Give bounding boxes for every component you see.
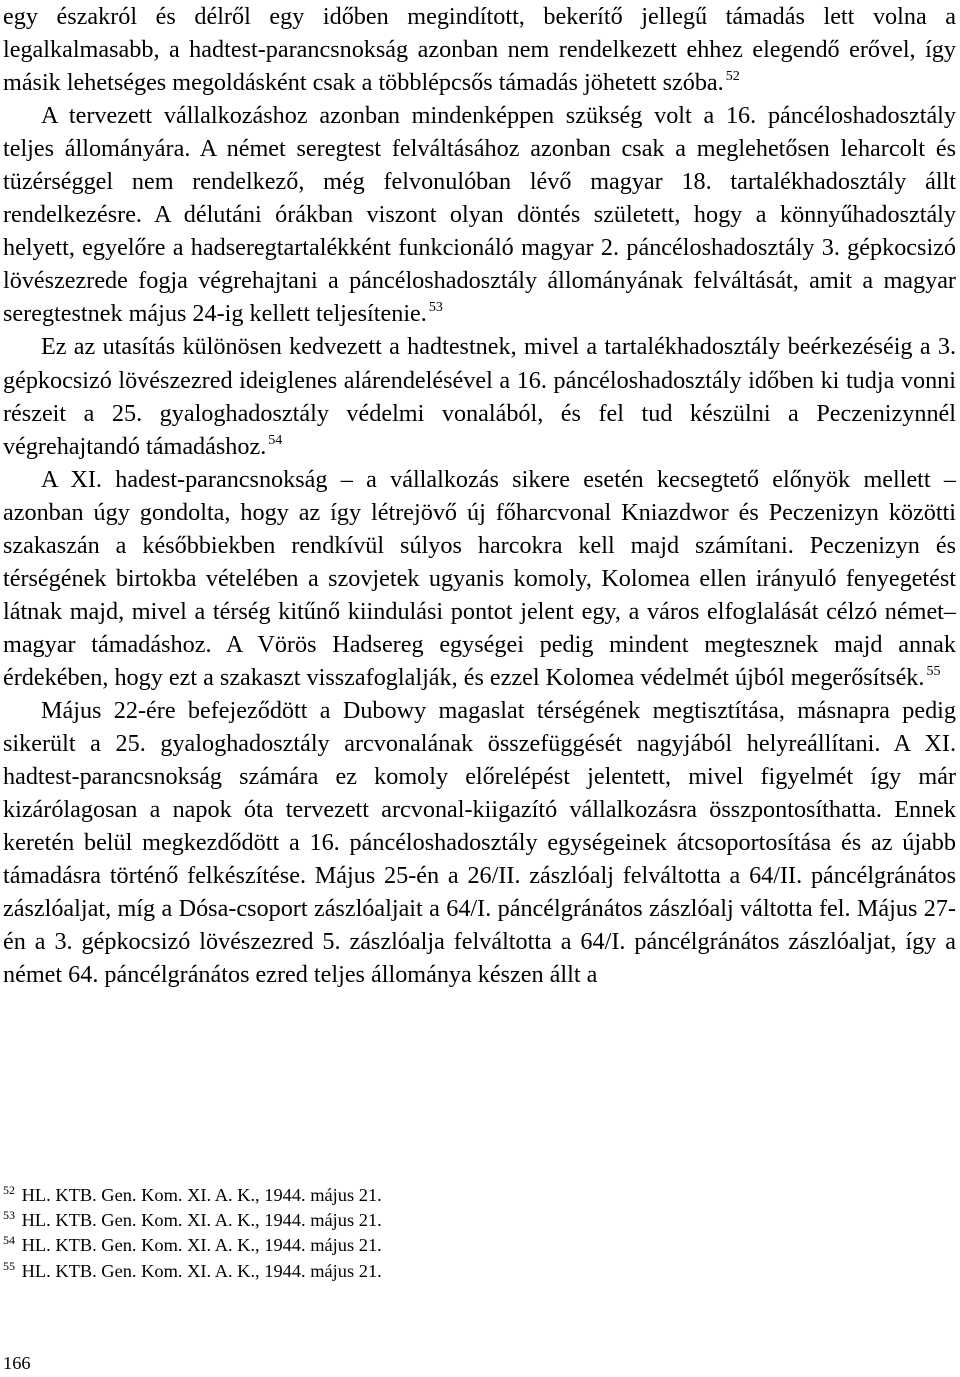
paragraph-2: [3, 99, 956, 330]
footnote: [3, 1183, 903, 1208]
footnote-number: 54: [3, 1233, 15, 1248]
footnote-number: 52: [3, 1183, 15, 1197]
paragraph-1: [3, 0, 956, 99]
body-text: [3, 0, 956, 991]
footnote-text: HL. KTB. Gen. Kom. XI. A. K., 1944. május 21.: [21, 1185, 382, 1205]
paragraph-text: egy északról és délről egy időben megindított, bekerítő jellegű támadás lett volna a legalkalmasabb, a hadtest-parancsnokság azonban nem rendelkezett ehhez elegendő erővel, így másik lehetséges megoldásként csak a többlépcsős támadás jöhetett szóba.: [3, 3, 956, 97]
paragraph-5: [3, 694, 956, 991]
paragraph-text: A tervezett vállalkozáshoz azonban mindenképpen szükség volt a 16. páncéloshadosztály teljes állományára. A német seregtest felváltásához azonban csak a meglehetősen leharcolt és tüzérséggel nem rendelkező, még felvonulóban lévő magyar 18. tartalékhadosztály állt rendelkezésre. A délutáni órákban viszont olyan döntés született, hogy a könnyűhadosztály helyett, egyelőre a hadseregtartalékként funkcionáló magyar 2. páncéloshadosztály 3. gépkocsizó lövészezrede fogja végrehajtani a páncéloshadosztály állományának felváltását, amit a magyar seregtestnek május 24-ig kellett teljesítenie.: [3, 102, 956, 328]
footnote: [3, 1233, 903, 1258]
footnote-number: 53: [3, 1208, 15, 1223]
paragraph-text: Május 22-ére befejeződött a Dubowy magaslat térségének megtisztítása, másnapra pedig sikerült a 25. gyaloghadosztály arcvonalának összefüggését nagyjából helyreállítani. A XI. hadtest-parancsnokság számára ez komoly előrelépést jelentett, mivel figyelmét így már kizárólagosan a napok óta tervezett arcvonal-kiigazító vállalkozásra összpontosíthatta. Ennek keretén belül megkezdődött a 16. páncéloshadosztály egységeinek átcsoportosítása és az újabb támadásra történő felkészítése. Május 25-én a 26/II. zászlóalj felváltotta a 64/II. páncélgránátos zászlóaljat, míg a Dósa-csoport zászlóaljait a 64/I. páncélgránátos zászlóalj váltotta fel. Május 27-én a 3. gépkocsizó lövészezred 5. zászlóalja felváltotta a 64/I. páncélgránátos zászlóaljat, így a német 64. páncélgránátos ezred teljes állománya készen állt a: [3, 696, 956, 989]
footnote-text: HL. KTB. Gen. Kom. XI. A. K., 1944. május 21.: [21, 1260, 382, 1281]
footnote-number: 55: [3, 1258, 15, 1273]
footnote: [3, 1208, 903, 1233]
paragraph-text: A XI. hadest-parancsnokság – a vállalkozás sikere esetén kecsegtető előnyök mellett – azonban úgy gondolta, hogy az így létrejövő új főharcvonal Kniazdwor és Peczenizyn közötti szakaszán a későbbiekben rendkívül súlyos harcokra kell majd számítani. Peczenizyn és térségének birtokba vételében a szovjetek ugyanis komoly, Kolomea ellen irányuló fenyegetést látnak majd, mivel a térség kitűnő kiindulási pontot jelent egy, a város elfoglalását célzó német–magyar támadáshoz. A Vörös Hadsereg egységei pedig mindent megtesznek majd annak érdekében, hogy ezt a szakaszt visszafoglalják, és ezzel Kolomea védelmét újból megerősítsék.: [3, 465, 956, 691]
page-number: 166: [3, 1353, 31, 1373]
footnote-text: HL. KTB. Gen. Kom. XI. A. K., 1944. május 21.: [21, 1235, 382, 1256]
paragraph-3: [3, 330, 956, 462]
paragraph-4: [3, 463, 956, 694]
footnote-reference: 53: [428, 300, 443, 316]
footnote-text: HL. KTB. Gen. Kom. XI. A. K., 1944. május 21.: [21, 1210, 382, 1231]
footnote-reference: 54: [268, 432, 283, 448]
footnote: [3, 1259, 903, 1284]
paragraph-text: Ez az utasítás különösen kedvezett a hadtestnek, mivel a tartalékhadosztály beérkezéséig a 3. gépkocsizó lövészezred ideiglenes alárendelésével a 16. páncéloshadosztály időben ki tudja vonni részeit a 25. gyaloghadosztály védelmi vonalából, és fel tud készülni a Peczenizynnél végrehajtandó támadáshoz.: [3, 333, 956, 460]
footnote-reference: 55: [926, 663, 941, 679]
footnotes: [3, 1183, 903, 1284]
footnote-reference: 52: [725, 69, 740, 85]
